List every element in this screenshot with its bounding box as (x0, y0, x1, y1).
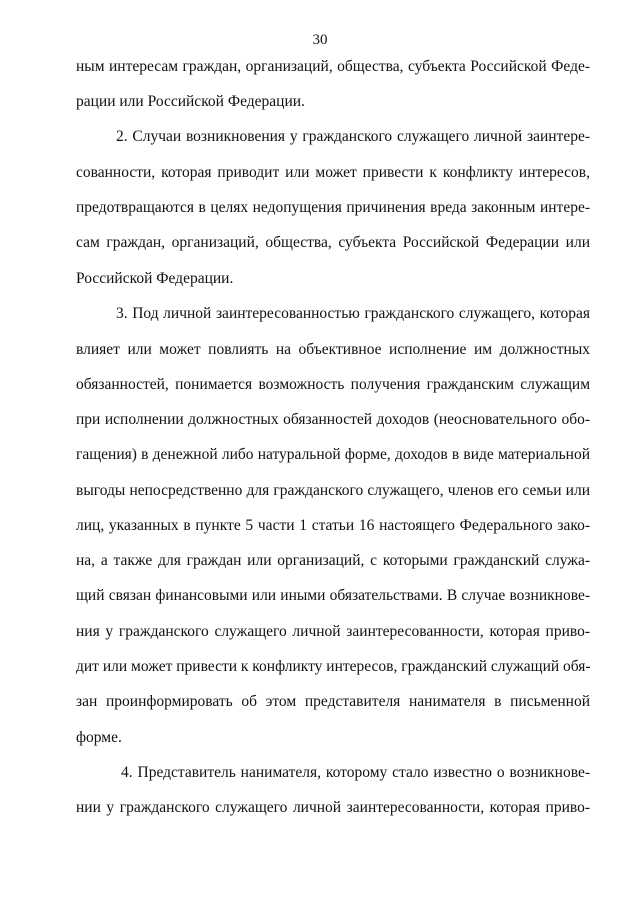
text-line: сам граждан, организаций, общества, субъекта Российской Федерации или (76, 234, 590, 251)
text-line: лиц, указанных в пункте 5 части 1 статьи 16 настоящего Федерального зако- (76, 517, 590, 534)
text-line: щий связан финансовыми или иными обязательствами. В случае возникнове- (76, 587, 590, 604)
text-line: ным интересам граждан, организаций, общества, субъекта Российской Феде- (76, 58, 590, 75)
text-line: рации или Российской Федерации. (76, 93, 305, 110)
text-line: сованности, которая приводит или может привести к конфликту интересов, (76, 164, 590, 181)
text-line: на, а также для граждан или организаций, с которыми гражданский служа- (76, 552, 590, 569)
text-line: нии у гражданского служащего личной заинтересованности, которая приво- (76, 799, 590, 816)
text-line: Российской Федерации. (76, 270, 234, 287)
text-line: форме. (76, 729, 122, 746)
text-line: влияет или может повлиять на объективное исполнение им должностных (76, 341, 590, 358)
text-line: 3. Под личной заинтересованностью гражданского служащего, которая (116, 305, 590, 322)
text-line: выгоды непосредственно для гражданского служащего, членов его семьи или (76, 482, 590, 499)
text-line: обязанностей, понимается возможность получения гражданским служащим (76, 376, 590, 393)
text-line: при исполнении должностных обязанностей доходов (неосновательного обо- (76, 411, 590, 428)
text-line: 2. Случаи возникновения у гражданского служащего личной заинтере- (116, 128, 590, 145)
text-line: предотвращаются в целях недопущения причинения вреда законным интере- (76, 199, 590, 216)
text-line: дит или может привести к конфликту интересов, гражданский служащий обя- (76, 658, 591, 675)
page-number: 30 (312, 32, 328, 48)
text-line: зан проинформировать об этом представителя нанимателя в письменной (76, 693, 590, 710)
text-line: ния у гражданского служащего личной заинтересованности, которая приво- (76, 623, 590, 640)
text-line: гащения) в денежной либо натуральной форме, доходов в виде материальной (76, 446, 590, 463)
text-line: 4. Представитель нанимателя, которому стало известно о возникнове- (121, 764, 590, 781)
